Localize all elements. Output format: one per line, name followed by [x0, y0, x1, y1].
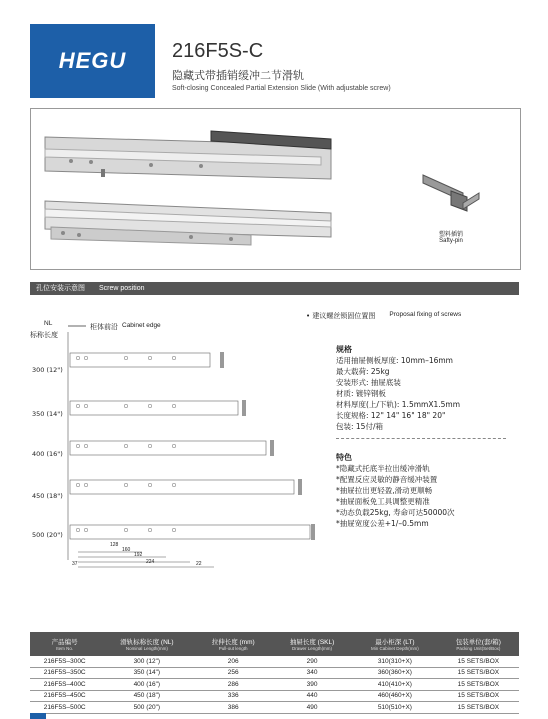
screw-holes — [76, 356, 176, 532]
cabinet-edge-en: Cabinet edge — [122, 322, 161, 329]
size-label-300: 300 (12") — [32, 366, 63, 374]
nl-label: NL — [44, 320, 53, 327]
section-header — [30, 282, 519, 295]
product-model: 216F5S-C — [172, 40, 264, 62]
table-row: 216F5S–300C 300 (12") 206 290 310(310+X) 15 SETS/BOX — [30, 656, 519, 667]
table-row: 216F5S–450C 450 (18") 336 440 460(460+X) 15 SETS/BOX — [30, 690, 519, 702]
section-title-en: Screw position — [99, 285, 145, 292]
feature-line: *抽屉面板免工具调整更精准 — [336, 497, 430, 506]
features-block — [336, 452, 455, 529]
dim-128: 128 — [110, 542, 119, 548]
page-footer-tab — [30, 713, 46, 719]
table-header-row — [30, 632, 519, 656]
size-label-400: 400 (16") — [32, 450, 63, 458]
table-row: 216F5S–400C 400 (16") 286 390 410(410+X) 15 SETS/BOX — [30, 679, 519, 691]
spec-line: 最大载荷: 25kg — [336, 367, 390, 376]
proposal-heading — [306, 311, 461, 321]
col-header-nominal: 滑轨标称长度 (NL) Nominal Length(mm) — [99, 632, 194, 656]
slide-row-300 — [70, 352, 224, 368]
col-header-drawer: 抽屉长度 (SKL) Drawer Length(mm) — [272, 632, 352, 656]
proposal-en: Proposal fixing of screws — [389, 311, 462, 318]
slide-row-450 — [70, 479, 302, 495]
specs-divider — [336, 438, 506, 439]
dim-22: 22 — [196, 561, 202, 567]
product-title-en: Soft-closing Concealed Partial Extension Slide (With adjustable screw) — [172, 85, 391, 92]
col-header-item: 产品编号 Item No. — [30, 632, 99, 656]
col-header-packing: 包装单位(套/箱) Packing Unit(Set/Box) — [438, 632, 519, 656]
slide-illustration — [31, 109, 520, 269]
product-title-cn: 隐藏式带插销缓冲二节滑轨 — [172, 69, 304, 82]
dim-224: 224 — [146, 559, 155, 565]
spec-line: 适用抽屉侧板厚度: 10mm–16mm — [336, 356, 453, 365]
safety-pin-label-cn: 塑料插销 — [438, 232, 463, 238]
slide-row-500 — [70, 524, 315, 540]
safety-pin-label-en: Safty-pin — [439, 238, 463, 244]
feature-line: *抽屉拉出更轻盈,滑动更顺畅 — [336, 486, 433, 495]
safety-pin-label — [431, 229, 471, 244]
table-row: 216F5S–500C 500 (20") 386 490 510(510+X) 15 SETS/BOX — [30, 702, 519, 714]
slide-top-image — [45, 131, 331, 179]
specs-heading: 规格 — [336, 345, 352, 354]
cabinet-edge-cn: 柜体前沿 — [90, 323, 118, 331]
slide-row-350 — [70, 400, 246, 416]
proposal-cn: • 建议螺丝锁固位置图 — [306, 312, 376, 320]
size-label-450: 450 (18") — [32, 492, 63, 500]
spec-line: 包装: 15付/箱 — [336, 422, 383, 431]
spec-table — [30, 632, 519, 714]
spec-line: 材料厚度(上/下轨): 1.5mmX1.5mm — [336, 400, 461, 409]
size-label-350: 350 (14") — [32, 410, 63, 418]
spec-line: 安装形式: 抽屉底装 — [336, 378, 401, 387]
brand-logo — [30, 24, 155, 98]
dim-37: 37 — [72, 561, 78, 567]
feature-line: *动态负载25kg, 寿命可达50000次 — [336, 508, 455, 517]
slide-row-400 — [70, 440, 274, 456]
product-photo — [30, 108, 521, 270]
slide-bottom-image — [45, 201, 331, 245]
spec-line: 长度规格: 12" 14" 16" 18" 20" — [336, 411, 446, 420]
safety-pin-image — [423, 175, 479, 211]
size-label-500: 500 (20") — [32, 531, 63, 539]
feature-line: *配置反应灵敏的静音缓冲装置 — [336, 475, 438, 484]
brand-logo-text: HEGU — [58, 48, 127, 73]
col-header-pullout: 拉伸长度 (mm) Pull-out length — [194, 632, 272, 656]
nominal-length-label: 标称长度 — [30, 332, 58, 339]
features-heading: 特色 — [336, 453, 352, 462]
title-area — [172, 40, 391, 92]
section-title-cn: 孔位安装示意图 — [36, 285, 85, 292]
dim-160: 160 — [122, 547, 131, 553]
feature-line: *抽屉宽度公差+1/–0.5mm — [336, 519, 429, 528]
specs-block — [336, 344, 460, 432]
feature-line: *隐藏式托底半拉出缓冲滑轨 — [336, 464, 430, 473]
screw-position-diagram — [30, 320, 320, 575]
spec-line: 材质: 镀锌钢板 — [336, 389, 386, 398]
table-row: 216F5S–350C 350 (14") 256 340 360(360+X) 15 SETS/BOX — [30, 667, 519, 679]
dim-192: 192 — [134, 552, 143, 558]
col-header-depth: 最小柜深 (LT) Min Cabinet Depth(mm) — [352, 632, 438, 656]
